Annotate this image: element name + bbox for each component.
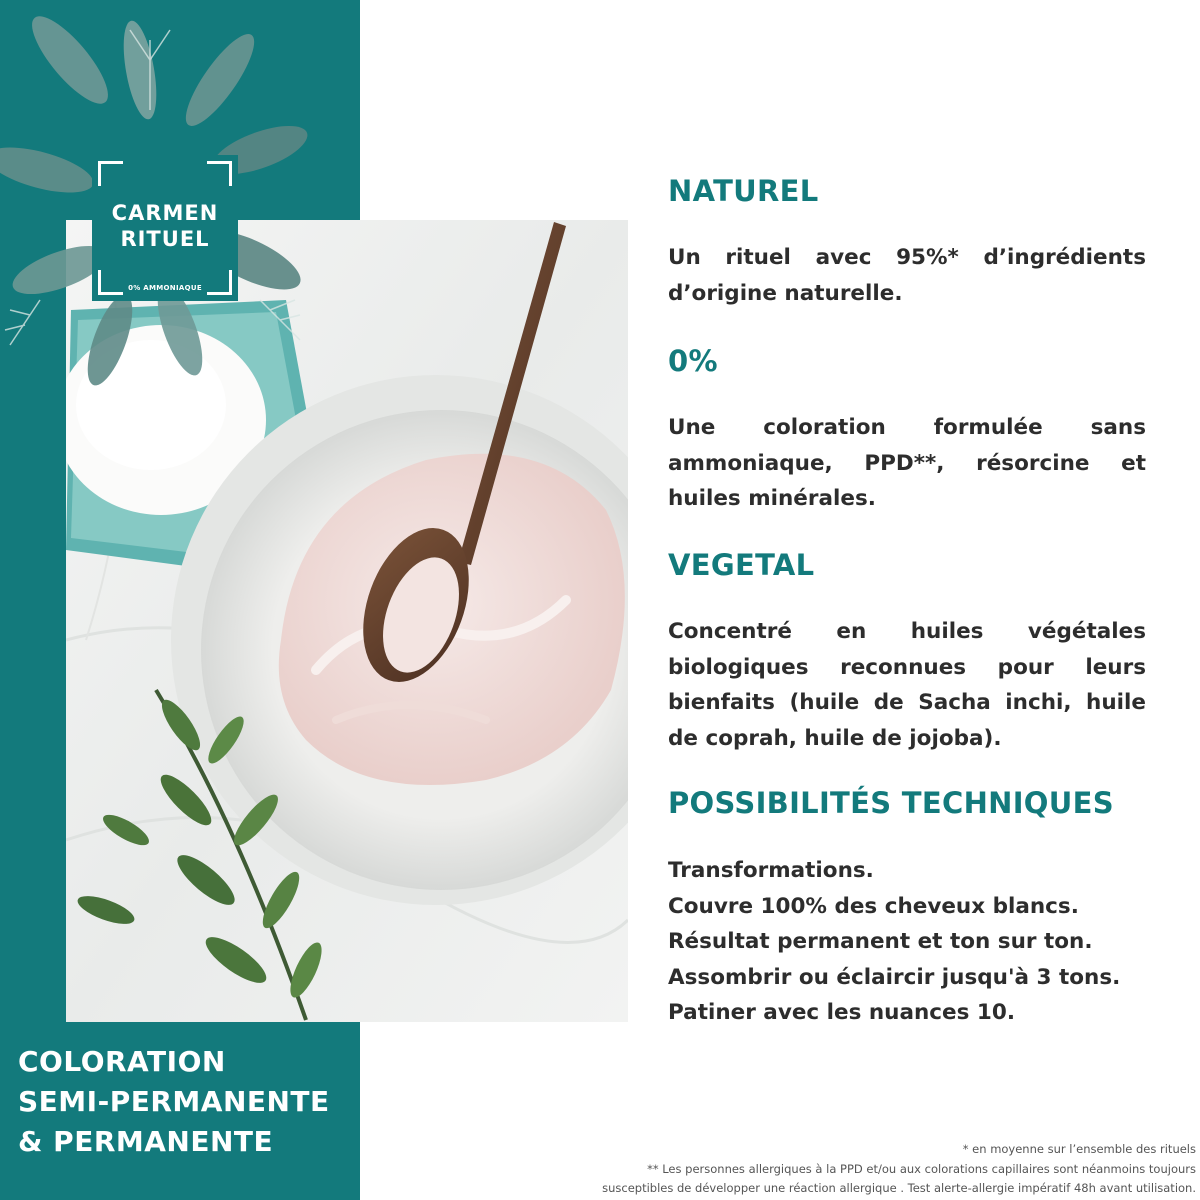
logo-corner-top-left <box>98 161 123 186</box>
heading-vegetal: VEGETAL <box>668 548 815 582</box>
heading-possibilites-techniques: POSSIBILITÉS TECHNIQUES <box>668 786 1114 820</box>
techniques-item: Résultat permanent et ton sur ton. <box>668 929 1093 954</box>
logo-corner-top-right <box>207 161 232 186</box>
footnote-average: * en moyenne sur l’ensemble des rituels <box>962 1142 1196 1156</box>
heading-zero-percent: 0% <box>668 344 718 378</box>
product-type-line1: COLORATION <box>18 1045 226 1078</box>
product-type-line2: SEMI-PERMANENTE <box>18 1085 330 1118</box>
brand-name-line2: RITUEL <box>120 227 210 251</box>
heading-naturel: NATUREL <box>668 174 819 208</box>
techniques-item: Assombrir ou éclaircir jusqu'à 3 tons. <box>668 964 1121 990</box>
brand-tagline: 0% AMMONIAQUE <box>128 284 202 292</box>
product-type-line3: & PERMANENTE <box>18 1125 274 1158</box>
text-zero-percent: Une coloration formulée sans ammoniaque, PPD**, résorcine et huiles minérales. <box>668 415 1146 511</box>
text-vegetal: Concentré en huiles végétales biologiques reconnues pour leurs bienfaits (huile de Sacha inchi, huile de coprah, huile de jojoba). <box>668 619 1146 751</box>
product-type-label <box>18 1042 330 1162</box>
brand-logo <box>92 155 238 301</box>
techniques-item: Couvre 100% des cheveux blancs. <box>668 893 1079 919</box>
techniques-list <box>668 853 1146 1031</box>
footnote-allergy-1: ** Les personnes allergiques à la PPD et/ou aux colorations capillaires sont néanmoins toujours <box>647 1161 1196 1176</box>
footnote-allergy-2: susceptibles de développer une réaction allergique . Test alerte-allergie impératif 48h avant utilisation. <box>602 1181 1196 1195</box>
brand-name-line1: CARMEN <box>111 201 219 225</box>
footnotes <box>436 1140 1196 1199</box>
techniques-item: Transformations. <box>668 858 874 883</box>
text-naturel: Un rituel avec 95%* d’ingrédients d’origine naturelle. <box>668 245 1146 306</box>
techniques-item: Patiner avec les nuances 10. <box>668 1000 1016 1025</box>
